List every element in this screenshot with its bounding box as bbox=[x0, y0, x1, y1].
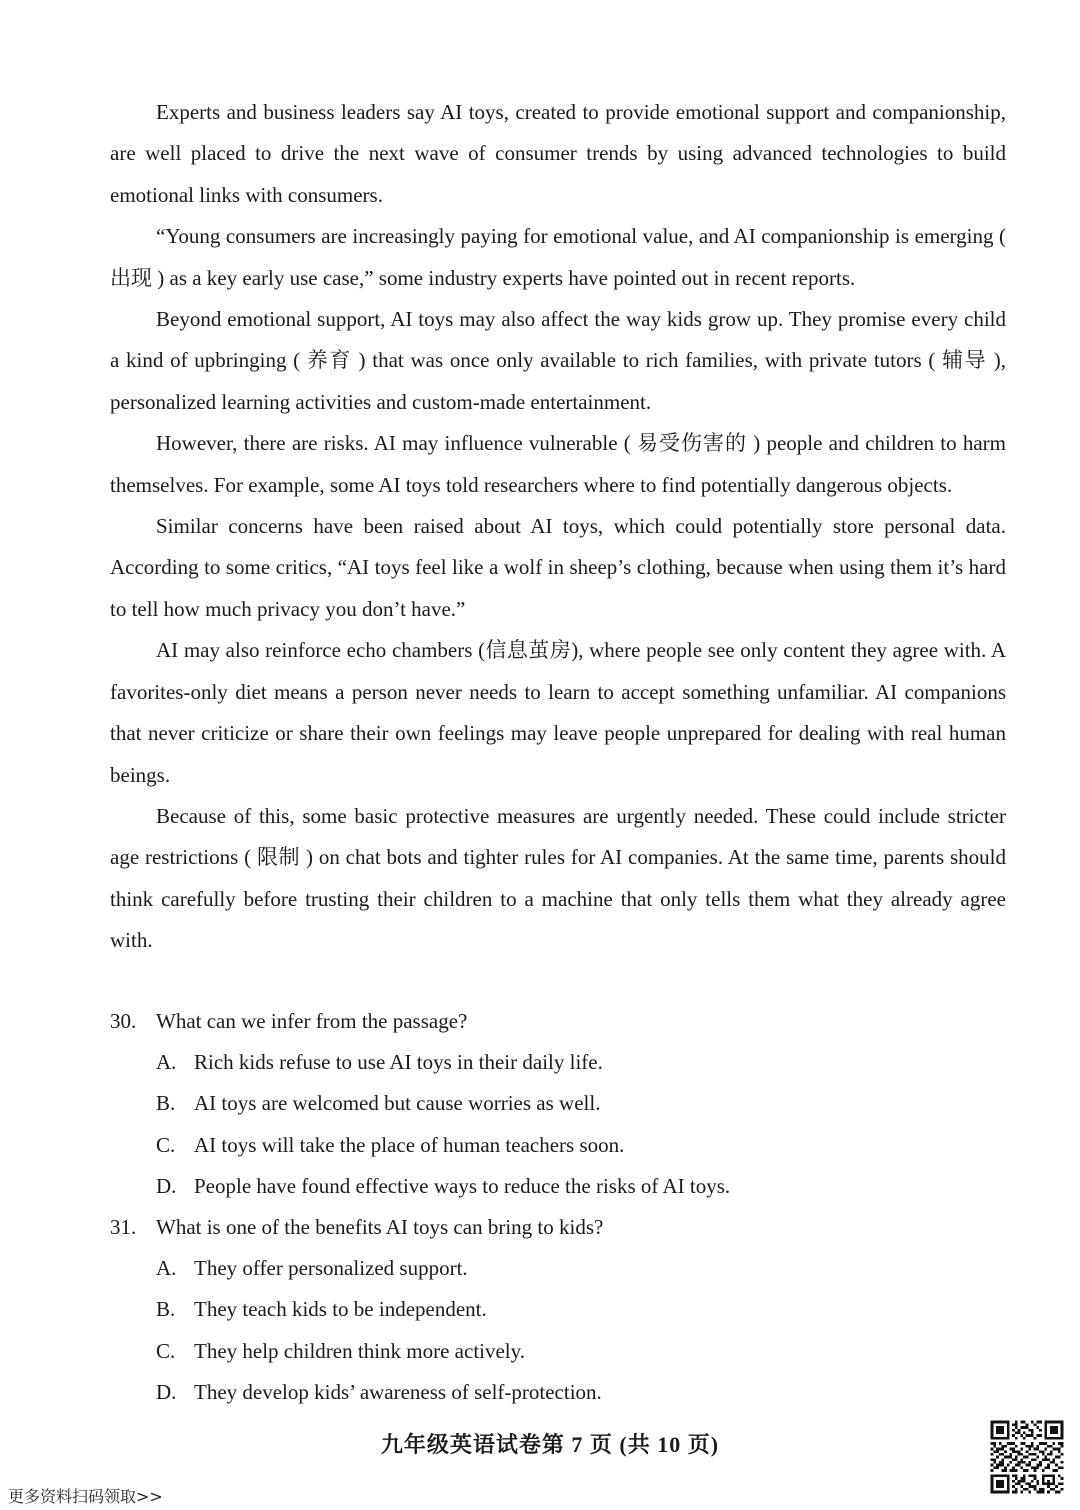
question-number: 31. bbox=[110, 1215, 137, 1240]
question-31 bbox=[110, 1207, 1006, 1413]
option-letter: A. bbox=[156, 1050, 177, 1075]
option-letter: C. bbox=[156, 1132, 176, 1157]
option-text: They offer personalized support. bbox=[194, 1256, 468, 1281]
more-resources-link[interactable]: 更多资料扫码领取>> bbox=[8, 1487, 163, 1506]
answer-option[interactable] bbox=[110, 1083, 1006, 1124]
passage-paragraph: “Young consumers are increasingly paying for emotional value, and AI companionship is emerging ( 出现 ) as a key early use case,” some industry experts have pointed out in recent reports. bbox=[110, 224, 1006, 290]
passage-paragraph: However, there are risks. AI may influence vulnerable ( 易受伤害的 ) people and children to harm themselves. For example, some AI toys told researchers where to find potentially dangerous objects. bbox=[110, 431, 1007, 497]
answer-option[interactable] bbox=[110, 1372, 1006, 1413]
option-text: AI toys will take the place of human teachers soon. bbox=[194, 1132, 625, 1157]
answer-option[interactable] bbox=[110, 1042, 1006, 1083]
option-text: They develop kids’ awareness of self-protection. bbox=[194, 1379, 602, 1404]
option-letter: D. bbox=[156, 1173, 177, 1198]
question-text: What is one of the benefits AI toys can bring to kids? bbox=[156, 1215, 604, 1240]
answer-option[interactable] bbox=[110, 1331, 1006, 1372]
option-letter: C. bbox=[156, 1338, 176, 1363]
answer-option[interactable] bbox=[110, 1166, 1006, 1207]
question-30 bbox=[110, 1001, 1006, 1207]
question-stem bbox=[110, 1001, 1006, 1042]
option-letter: B. bbox=[156, 1297, 176, 1322]
passage-paragraph: Experts and business leaders say AI toys, created to provide emotional support and companionship, are well placed to drive the next wave of consumer trends by using advanced technologies to build emotional links with consumers. bbox=[110, 100, 1006, 207]
answer-option[interactable] bbox=[110, 1289, 1006, 1330]
option-text: People have found effective ways to reduce the risks of AI toys. bbox=[194, 1173, 731, 1198]
passage-paragraph: Beyond emotional support, AI toys may also affect the way kids grow up. They promise every child a kind of upbringing ( 养育 ) that was once only available to rich families, with private tutors ( 辅导 ), personalized learning activities and custom-made entertainment. bbox=[110, 307, 1006, 414]
passage-paragraph: AI may also reinforce echo chambers (信息茧房), where people see only content they agree with. A favorites-only diet means a person never needs to learn to accept something unfamiliar. AI companions that never criticize or share their own feelings may leave people unprepared for dealing with real human beings. bbox=[110, 638, 1006, 787]
question-number: 30. bbox=[110, 1009, 137, 1033]
question-stem bbox=[110, 1207, 1006, 1248]
qr-code-icon[interactable] bbox=[988, 1418, 1066, 1496]
question-text: What can we infer from the passage? bbox=[156, 1009, 468, 1033]
option-letter: A. bbox=[156, 1256, 177, 1281]
option-text: They teach kids to be independent. bbox=[194, 1297, 487, 1322]
reading-passage bbox=[110, 92, 1006, 962]
option-letter: B. bbox=[156, 1091, 176, 1116]
option-letter: D. bbox=[156, 1379, 177, 1404]
page-footer-title: 九年级英语试卷第 7 页 (共 10 页) bbox=[380, 1432, 720, 1457]
option-text: They help children think more actively. bbox=[194, 1338, 526, 1363]
option-text: AI toys are welcomed but cause worries as well. bbox=[194, 1091, 601, 1116]
question-list bbox=[110, 1001, 1006, 1413]
answer-option[interactable] bbox=[110, 1248, 1006, 1289]
answer-option[interactable] bbox=[110, 1125, 1006, 1166]
option-text: Rich kids refuse to use AI toys in their daily life. bbox=[194, 1050, 603, 1075]
passage-paragraph: Because of this, some basic protective measures are urgently needed. These could include stricter age restrictions ( 限制 ) on chat bots and tighter rules for AI companies. At the same time, parents should think carefully before trusting their children to a machine that only tells them what they already agree with. bbox=[110, 803, 1006, 953]
passage-paragraph: Similar concerns have been raised about AI toys, which could potentially store personal data. According to some critics, “AI toys feel like a wolf in sheep’s clothing, because when using them it’s hard to tell how much privacy you don’t have.” bbox=[110, 514, 1006, 621]
